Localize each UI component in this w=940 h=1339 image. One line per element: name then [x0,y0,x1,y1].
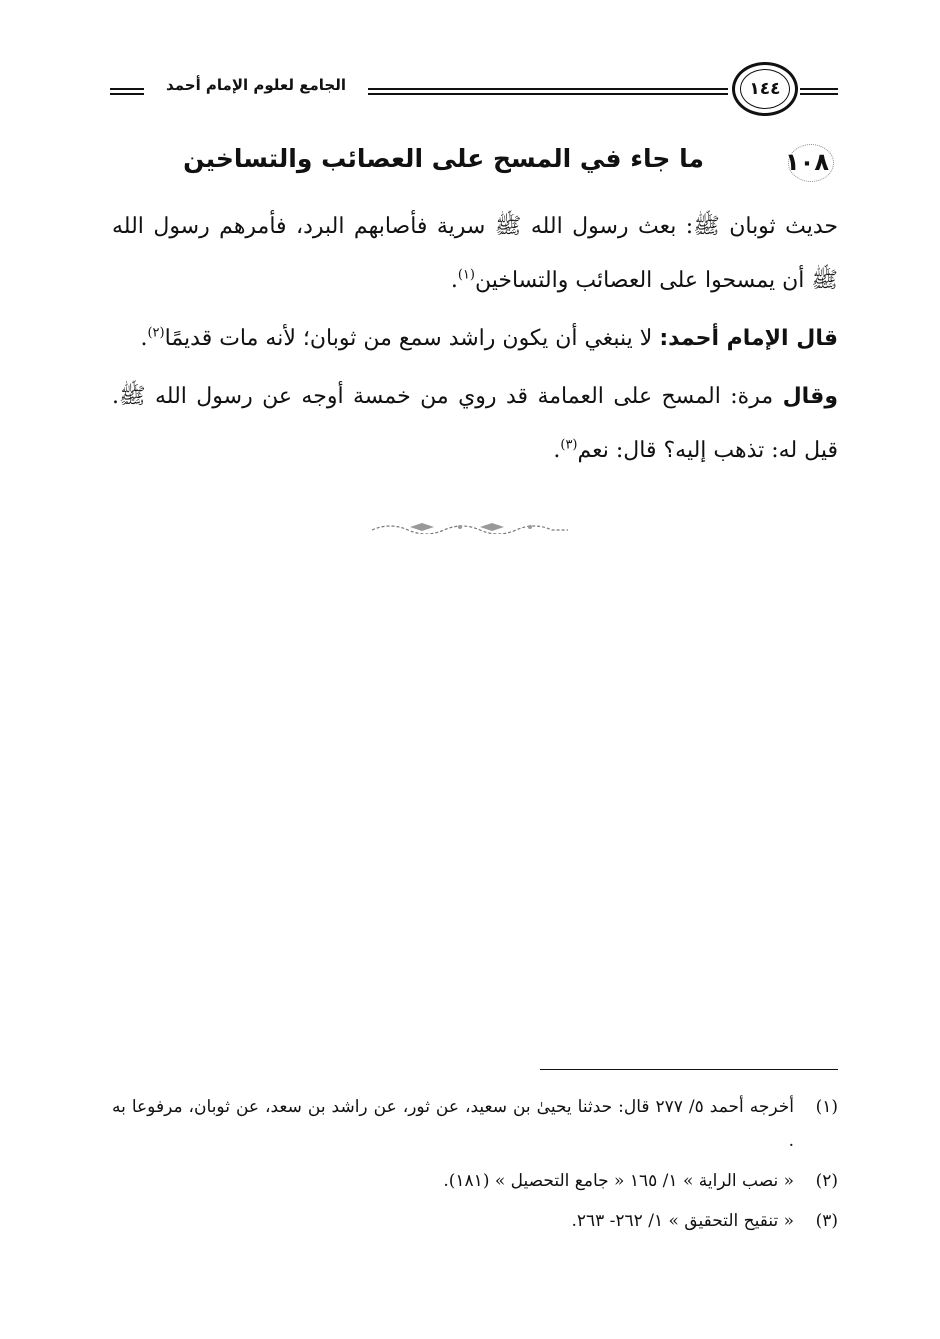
speaker-label: وقال [782,384,838,409]
footnote-number: (٣) [815,1211,838,1231]
section-heading [110,138,840,188]
footnote-number: (٢) [815,1171,838,1191]
paragraph-text: لا ينبغي أن يكون راشد سمع من ثوبان؛ لأنه مات قديمًا [164,326,660,351]
body-text [112,200,838,478]
footnote-ref-2[interactable]: (٢) [147,325,165,341]
header-rule-middle [368,88,728,95]
section-title: ما جاء في المسح على العصائب والتساخين [183,144,704,173]
paragraph-text: حديث ثوبان ﷺ: بعث رسول الله ﷺ سرية فأصابهم البرد، فأمرهم رسول الله ﷺ أن يمسحوا على العصائب والتساخين [112,214,838,293]
paragraph-end: . [140,326,148,351]
paragraph-hadith [112,200,838,308]
footnote-ref-1[interactable]: (١) [457,267,475,283]
divider-ornament-icon [370,520,570,534]
ornamental-divider [370,520,570,534]
section-number: ١٠٨ [785,148,829,176]
footnote-separator [540,1069,838,1070]
paragraph-imam-ahmad [112,312,838,366]
footnote-text: أخرجه أحمد ٥/ ٢٧٧ قال: حدثنا يحيىٰ بن سعيد، عن ثور، عن راشد بن سعد، عن ثوبان، مرفوعا به . [112,1097,794,1151]
footnotes [112,1090,838,1244]
footnote-item [112,1090,838,1158]
paragraph-end: . [553,438,561,463]
page-number-badge [732,62,798,116]
header-rule-left [110,88,144,95]
footnote-item [112,1204,838,1238]
section-number-ornament [774,140,840,184]
paragraph-end: . [450,268,458,293]
running-title: الجامع لعلوم الإمام أحمد [166,76,346,94]
footnote-number: (١) [815,1097,838,1117]
paragraph-another-time [112,370,838,478]
page-number: ١٤٤ [740,69,790,109]
speaker-label: قال الإمام أحمد: [659,326,838,351]
footnote-item [112,1164,838,1198]
paragraph-text: مرة: المسح على العمامة قد روي من خمسة أوجه عن رسول الله ﷺ. قيل له: تذهب إليه؟ قال: نعم [112,384,838,463]
footnote-text: « نصب الراية » ١/ ١٦٥ « جامع التحصيل » (١٨١). [443,1171,794,1191]
running-header [110,62,838,118]
footnote-ref-3[interactable]: (٣) [560,437,578,453]
header-rule-right [800,88,838,95]
footnote-text: « تنقيح التحقيق » ١/ ٢٦٢- ٢٦٣. [571,1211,794,1231]
